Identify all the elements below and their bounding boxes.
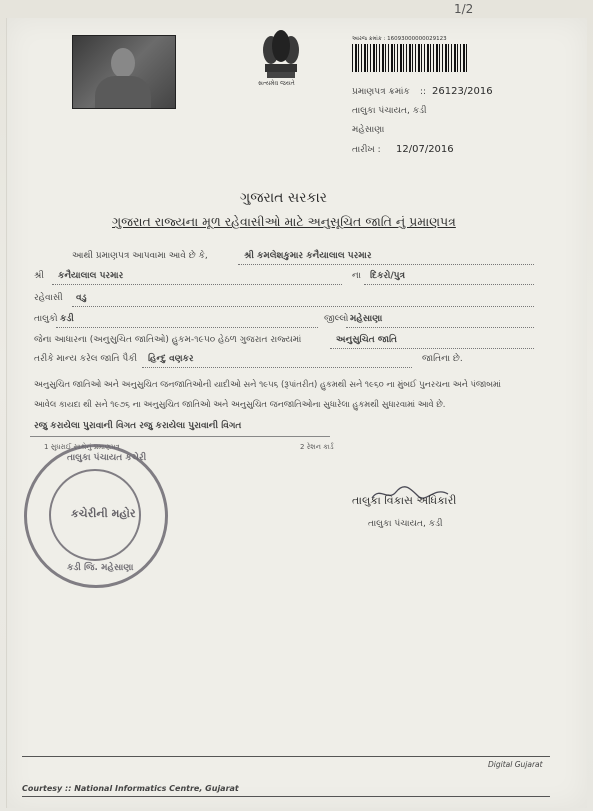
footer-rule-bottom: [22, 796, 550, 797]
enclosure-heading: રજુ કરાયેલા પુરાવાની વિગત રજુ કરાયેલા પુરાવાની વિગત: [34, 421, 242, 431]
barcode-label: આરજ ક્રમાંક : 16093000000029123: [352, 36, 447, 42]
cert-no-value: 26123/2016: [432, 86, 493, 97]
office-seal-stamp: તાલુકા પંચાયત કચેરી કચેરીની મહોર કડી જિ. મહેસાણા: [24, 444, 168, 588]
emblem-caption: સત્યમેવ જયતે: [258, 80, 295, 87]
applicant-name: શ્રી કમલેશકુમાર કનૈયાલાલ પરમાર: [244, 251, 372, 261]
enclosure-item-1: 1 સુધરાઈ સાથેનું પ્રમાણપત્ર: [44, 443, 120, 451]
paragraph-line-2: આવેલ કાયદા થી સને ૧૯૭૬ ના અનુસુચિત જાતિઓ અને અનુસુચિત જનજાતિઓના સુધારેલા હુકમથી સુધારવામાં આવે છે.: [34, 399, 446, 409]
date-value: 12/07/2016: [396, 144, 454, 155]
signatory-title: તાલુકા વિકાસ અધિકારી: [352, 494, 457, 507]
caste-value: હિન્દુ વણકર: [148, 354, 194, 364]
taluka-value: કડી: [60, 314, 74, 324]
order-text: જેના આધારના (અનુસુચિત જાતિઓ) હુકમ-૧૯૫૦ હેઠળ ગુજરાત રાજ્યમાં: [34, 335, 302, 345]
taluka-label: તાલુકો: [34, 314, 58, 324]
cert-no-label: પ્રમાણપત્ર ક્રમાંક: [352, 87, 410, 97]
intro-text: આથી પ્રમાણપત્ર આપવામા આવે છે કે,: [72, 251, 208, 261]
jati-chhe: જાતિના છે.: [422, 354, 463, 364]
barcode: [352, 44, 468, 72]
district-label: જીલ્લો: [324, 314, 349, 324]
office-header: તાલુકા પંચાયત, કડી: [352, 106, 427, 116]
footer-rule-top: [22, 756, 550, 757]
enclosure-item-2: 2 રેશન કાર્ડ: [300, 443, 334, 451]
caste-category: અનુસુચિત જાતિ: [336, 335, 397, 345]
paragraph-line-1: અનુસુચિત જાતિઓ અને અનુસુચિત જનજાતિઓની યાદીઓ સને ૧૯૫૬ (રૂપાંતરીત) હુકમથી સને ૧૯૬૦ ના મુંબઈ પુનરચના અને પંજાબમાં: [34, 379, 501, 389]
parent-name: કનૈયાલાલ પરમાર: [58, 271, 124, 281]
date-label: તારીખ :: [352, 145, 381, 155]
top-handwritten-mark: 1/2: [454, 2, 474, 16]
resident-label: રહેવાસી: [34, 293, 63, 303]
title-sub: ગુજરાત રાજ્યના મૂળ રહેવાસીઓ માટે અનુસૂચિત જાતિ નું પ્રમાણપત્ર: [112, 214, 456, 229]
district-value: મહેસાણા: [350, 314, 383, 324]
relation-value: દિકરો/પુત્ર: [370, 271, 405, 281]
certificate-sheet: [6, 18, 587, 808]
applicant-photo: [72, 35, 176, 109]
resident-value: વડુ: [76, 293, 87, 303]
district-header: મહેસાણા: [352, 125, 385, 135]
title-main: ગુજરાત સરકાર: [240, 190, 327, 206]
na-label: ના: [352, 271, 361, 281]
cert-no-sep: ::: [420, 87, 427, 97]
signatory-office: તાલુકા પંચાયત, કડી: [368, 519, 443, 529]
digital-gujarat-mark: Digital Gujarat: [488, 760, 543, 769]
recognized-label: તરીકે માન્ય કરેલ જાતિ પૈકી: [34, 354, 138, 364]
shri-label: શ્રી: [34, 271, 44, 281]
courtesy-footer: Courtesy :: National Informatics Centre, Gujarat: [22, 784, 239, 793]
